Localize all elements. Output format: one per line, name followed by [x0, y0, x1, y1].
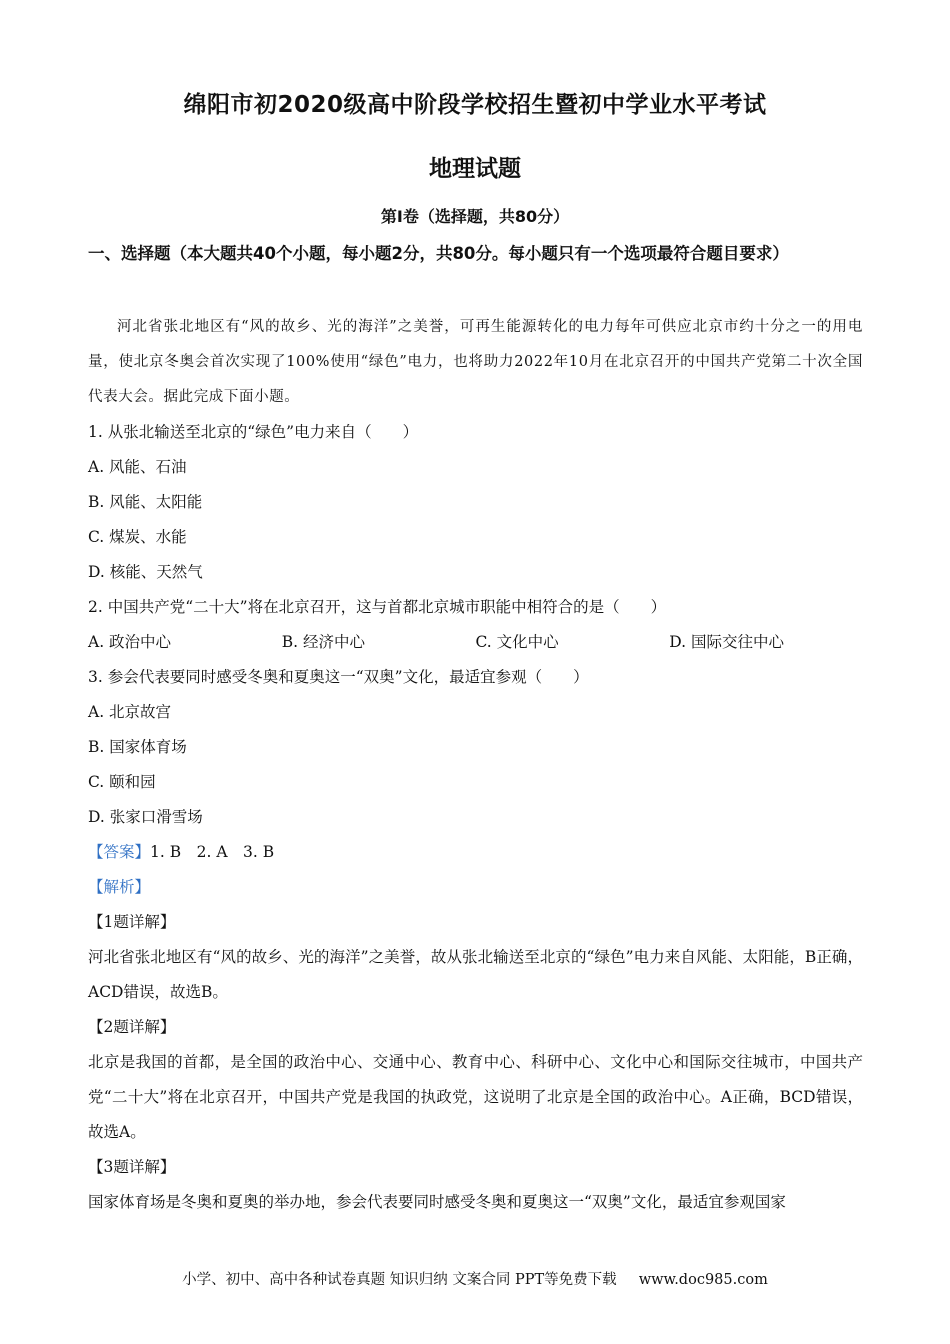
question-1-option-b: B. 风能、太阳能 [88, 493, 203, 511]
question-1-option-c: C. 煤炭、水能 [88, 528, 187, 546]
page-footer [0, 1268, 950, 1289]
question-3-option-b: B. 国家体育场 [88, 738, 187, 756]
answer-text: 1. B 2. A 3. B [150, 843, 275, 861]
question-2-option-b: B. 经济中心 [281, 633, 365, 651]
question-2-options [88, 625, 863, 660]
detail-3-label: 【3题详解】 [88, 1158, 176, 1176]
detail-2-label: 【2题详解】 [88, 1018, 176, 1036]
section-heading: 一、选择题（本大题共40个小题，每小题2分，共80分。每小题只有一个选项最符合题目要求） [88, 244, 789, 263]
answer-line [88, 835, 863, 870]
question-3-stem: 3. 参会代表要同时感受冬奥和夏奥这一“双奥”文化，最适宜参观（ ） [88, 668, 589, 686]
question-2-option-d: D. 国际交往中心 [669, 633, 784, 651]
detail-2-text: 北京是我国的首都，是全国的政治中心、交通中心、教育中心、科研中心、文化中心和国际交往城市，中国共产党“二十大”将在北京召开，中国共产党是我国的执政党，这说明了北京是全国的政治中心。A正确，BCD错误，故选A。 [88, 1053, 863, 1141]
question-1-stem: 1. 从张北输送至北京的“绿色”电力来自（ ） [88, 423, 419, 441]
question-3-option-c: C. 颐和园 [88, 773, 156, 791]
question-3-option-a: A. 北京故宫 [88, 703, 172, 721]
detail-3-text: 国家体育场是冬奥和夏奥的举办地，参会代表要同时感受冬奥和夏奥这一“双奥”文化，最适宜参观国家 [88, 1193, 786, 1211]
footer-url[interactable]: www.doc985.com [638, 1272, 768, 1288]
answer-label: 【答案】 [88, 843, 151, 861]
question-1-option-a: A. 风能、石油 [88, 458, 187, 476]
footer-text: 小学、初中、高中各种试卷真题 知识归纳 文案合同 PPT等免费下载 [182, 1272, 617, 1288]
question-2-option-c: C. 文化中心 [475, 633, 559, 651]
question-2-option-a: A. 政治中心 [88, 633, 172, 651]
question-3-option-d: D. 张家口滑雪场 [88, 808, 203, 826]
analysis-label: 【解析】 [88, 878, 151, 896]
question-2-stem: 2. 中国共产党“二十大”将在北京召开，这与首都北京城市职能中相符合的是（ ） [88, 598, 667, 616]
subject-title: 地理试题 [429, 156, 521, 182]
volume-heading: 第Ⅰ卷（选择题，共80分） [380, 207, 570, 226]
detail-1-text: 河北省张北地区有“风的故乡、光的海洋”之美誉，故从张北输送至北京的“绿色”电力来自风能、太阳能，B正确，ACD错误，故选B。 [88, 948, 863, 1001]
exam-title: 绵阳市初2020级高中阶段学校招生暨初中学业水平考试 [183, 92, 767, 118]
question-1-option-d: D. 核能、天然气 [88, 563, 203, 581]
reading-passage: 河北省张北地区有“风的故乡、光的海洋”之美誉，可再生能源转化的电力每年可供应北京市约十分之一的用电量，使北京冬奥会首次实现了100%使用“绿色”电力，也将助力2022年10月在北京召开的中国共产党第二十次全国代表大会。据此完成下面小题。 [88, 319, 863, 405]
exam-body [88, 310, 863, 1220]
detail-1-label: 【1题详解】 [88, 913, 176, 931]
